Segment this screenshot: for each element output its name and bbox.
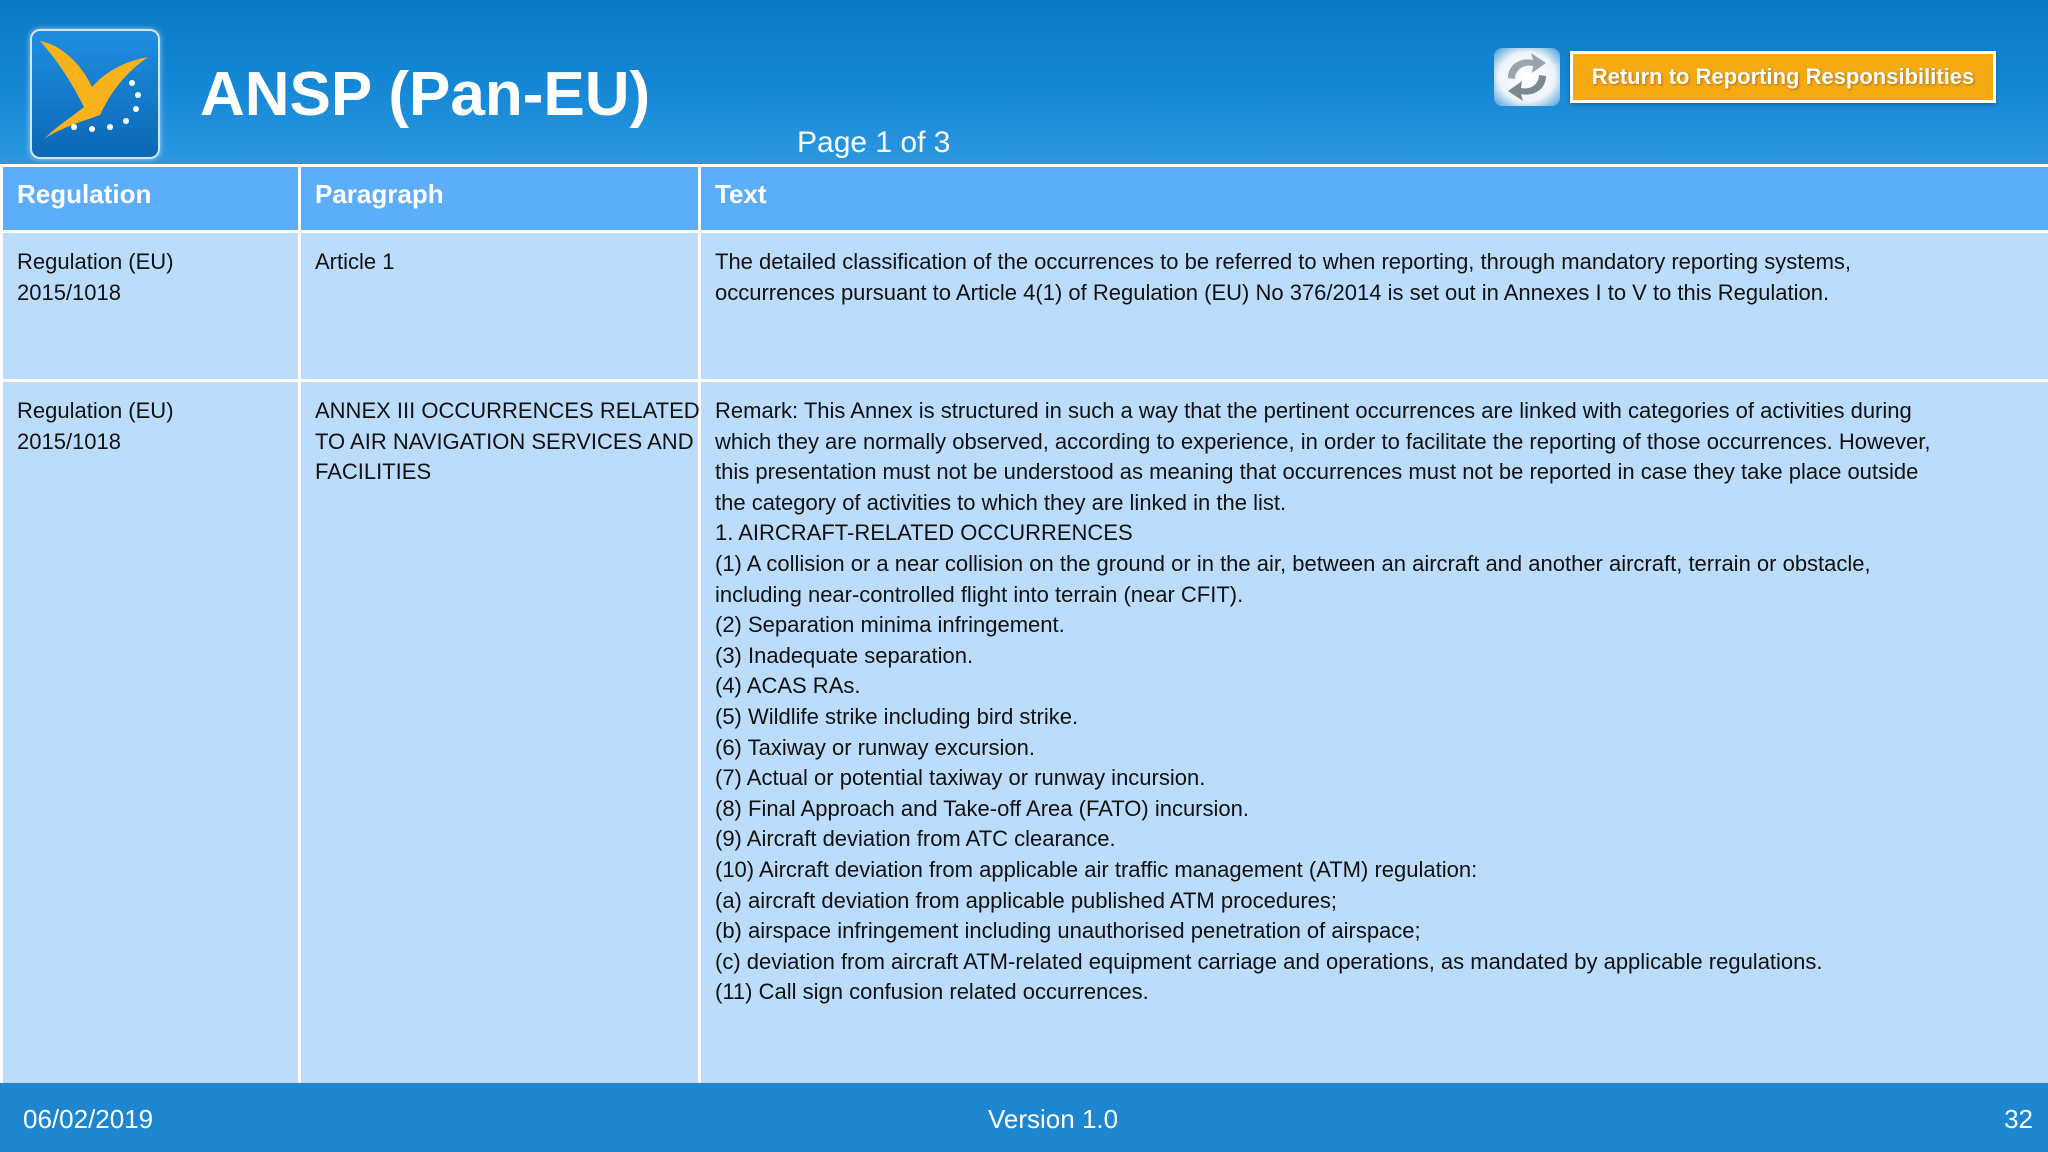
- cell-line: (2) Separation minima infringement.: [715, 612, 1065, 638]
- cell-line: ANNEX III OCCURRENCES RELATED: [315, 398, 700, 423]
- column-header-regulation: Regulation: [2, 166, 300, 232]
- cell-line: occurrences pursuant to Article 4(1) of Regulation (EU) No 376/2014 is set out in Annexes I to V to this Regulation.: [715, 279, 1830, 305]
- cell-line: this presentation must not be understood as meaning that occurrences must not be reported in case they take place outside: [715, 459, 1919, 485]
- cell-line: (10) Aircraft deviation from applicable air traffic management (ATM) regulation:: [715, 856, 1478, 882]
- cell-line: (1) A collision or a near collision on the ground or in the air, between an aircraft and another aircraft, terrain or obstacle,: [715, 550, 1871, 576]
- return-to-reporting-responsibilities-button[interactable]: Return to Reporting Responsibilities: [1570, 51, 1996, 103]
- cell-line: The detailed classification of the occurrences to be referred to when reporting, through mandatory reporting systems,: [715, 249, 1852, 274]
- cell-line: (c) deviation from aircraft ATM-related equipment carriage and operations, as mandated by applicable regulations.: [715, 948, 1823, 974]
- cell-line: 2015/1018: [17, 428, 121, 454]
- cell-line: the category of activities to which they are linked in the list.: [715, 489, 1287, 515]
- paragraph-cell: [300, 232, 700, 381]
- header-bar: [0, 0, 2048, 164]
- cell-line: (4) ACAS RAs.: [715, 673, 861, 699]
- footer-version: Version 1.0: [988, 1104, 1119, 1134]
- cell-line: (5) Wildlife strike including bird strike.: [715, 703, 1079, 729]
- cell-line: (a) aircraft deviation from applicable published ATM procedures;: [715, 887, 1338, 913]
- regulation-cell: [2, 381, 300, 1085]
- table-row: [2, 381, 2048, 1085]
- regulation-cell: [2, 232, 300, 381]
- cell-line: (9) Aircraft deviation from ATC clearance.: [715, 826, 1116, 852]
- column-header-paragraph: Paragraph: [300, 166, 700, 232]
- cell-line: which they are normally observed, according to experience, in order to facilitate the reporting of those occurrences. However,: [715, 428, 1931, 454]
- page-indicator: Page 1 of 3: [797, 126, 951, 159]
- regulation-table-area: [0, 164, 2048, 1083]
- cell-line: Regulation (EU): [17, 398, 174, 423]
- cell-line: Remark: This Annex is structured in such a way that the pertinent occurrences are linked with categories of activities during: [715, 398, 1912, 423]
- cell-line: (b) airspace infringement including unauthorised penetration of airspace;: [715, 918, 1421, 944]
- cell-line: TO AIR NAVIGATION SERVICES AND: [315, 428, 694, 454]
- paragraph-cell: [300, 381, 700, 1085]
- cell-line: 1. AIRCRAFT-RELATED OCCURRENCES: [715, 520, 1133, 546]
- text-cell: [700, 381, 2048, 1085]
- cell-line: 2015/1018: [17, 279, 121, 305]
- cell-line: FACILITIES: [315, 459, 432, 485]
- cell-line: including near-controlled flight into terrain (near CFIT).: [715, 581, 1244, 607]
- footer-page-number: 32: [2004, 1104, 2033, 1134]
- easa-bird-logo-icon: [30, 29, 160, 159]
- regulation-table: [0, 164, 2048, 1086]
- return-arrows-icon[interactable]: [1494, 48, 1560, 106]
- cell-line: (3) Inadequate separation.: [715, 642, 974, 668]
- cell-line: Regulation (EU): [17, 249, 174, 274]
- table-row: [2, 232, 2048, 381]
- cell-line: (6) Taxiway or runway excursion.: [715, 734, 1035, 760]
- table-header-row: [2, 166, 2048, 232]
- cell-line: (11) Call sign confusion related occurrences.: [715, 979, 1149, 1005]
- cell-line: Article 1: [315, 249, 395, 274]
- cell-line: (8) Final Approach and Take-off Area (FATO) incursion.: [715, 795, 1249, 821]
- page-title: ANSP (Pan-EU): [200, 60, 651, 129]
- cell-line: (7) Actual or potential taxiway or runway incursion.: [715, 765, 1206, 791]
- text-cell: [700, 232, 2048, 381]
- footer-date: 06/02/2019: [23, 1104, 154, 1134]
- footer-bar: [0, 1083, 2048, 1152]
- column-header-text: Text: [700, 166, 2048, 232]
